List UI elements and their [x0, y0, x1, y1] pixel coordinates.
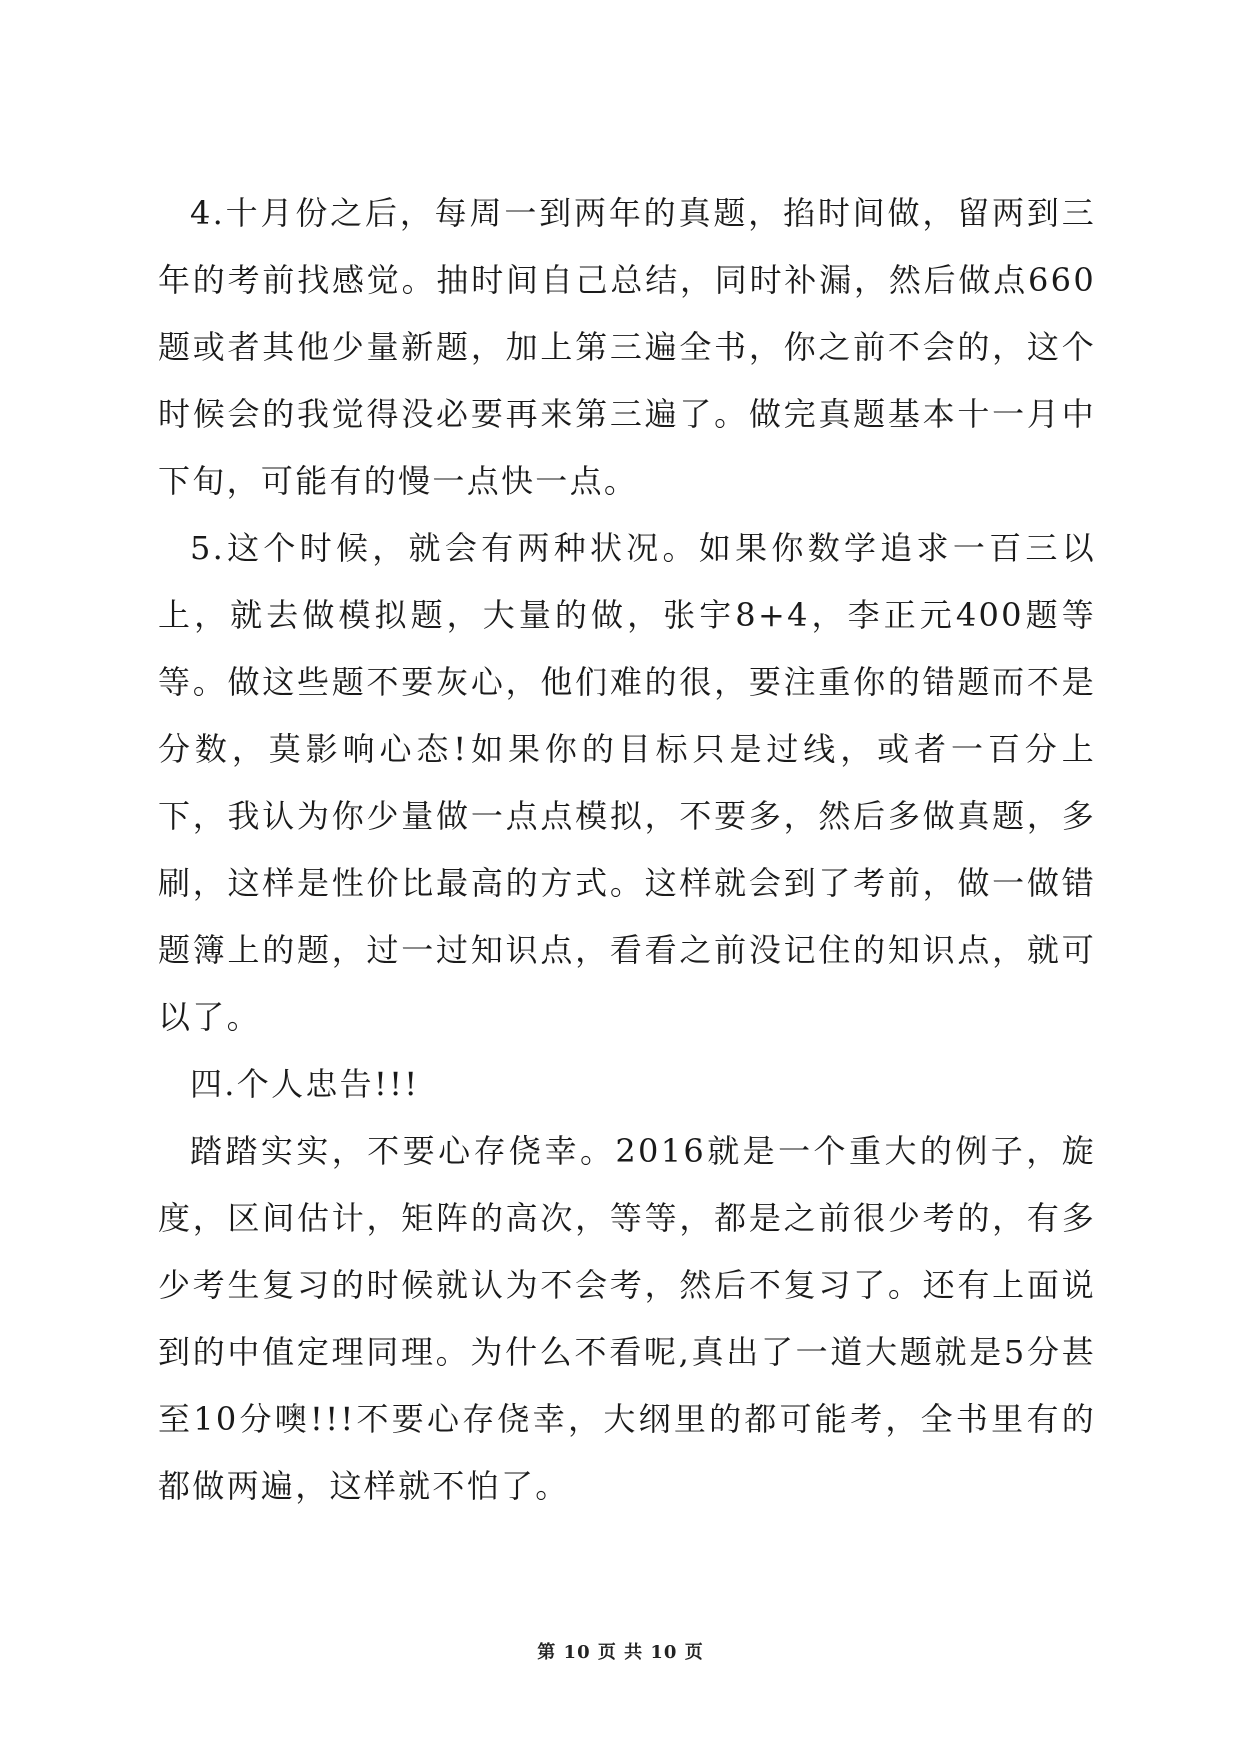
section-heading-personal-advice: 四.个人忠告!!!: [190, 1065, 420, 1103]
page-number-footer: 第 10 页 共 10 页: [537, 1642, 704, 1663]
paragraph-advice: 踏踏实实，不要心存侥幸。2016就是一个重大的例子，旋度，区间估计，矩阵的高次，等等，都是之前很少考的，有多少考生复习的时候就认为不会考，然后不复习了。还有上面说到的中值定理同理。为什么不看呢,真出了一道大题就是5分甚至10分噢!!!不要心存侥幸，大纲里的都可能考，全书里有的都做两遍，这样就不怕了。: [158, 1132, 1096, 1505]
document-body: [158, 180, 1096, 1520]
paragraph-step-5: 5.这个时候，就会有两种状况。如果你数学追求一百三以上，就去做模拟题，大量的做，张宇8+4，李正元400题等等。做这些题不要灰心，他们难的很，要注重你的错题而不是分数，莫影响心态!如果你的目标只是过线，或者一百分上下，我认为你少量做一点点模拟，不要多，然后多做真题，多刷，这样是性价比最高的方式。这样就会到了考前，做一做错题簿上的题，过一过知识点，看看之前没记住的知识点，就可以了。: [158, 529, 1096, 1036]
paragraph-step-4: 4.十月份之后，每周一到两年的真题，掐时间做，留两到三年的考前找感觉。抽时间自己总结，同时补漏，然后做点660题或者其他少量新题，加上第三遍全书，你之前不会的，这个时候会的我觉得没必要再来第三遍了。做完真题基本十一月中下旬，可能有的慢一点快一点。: [158, 194, 1096, 500]
